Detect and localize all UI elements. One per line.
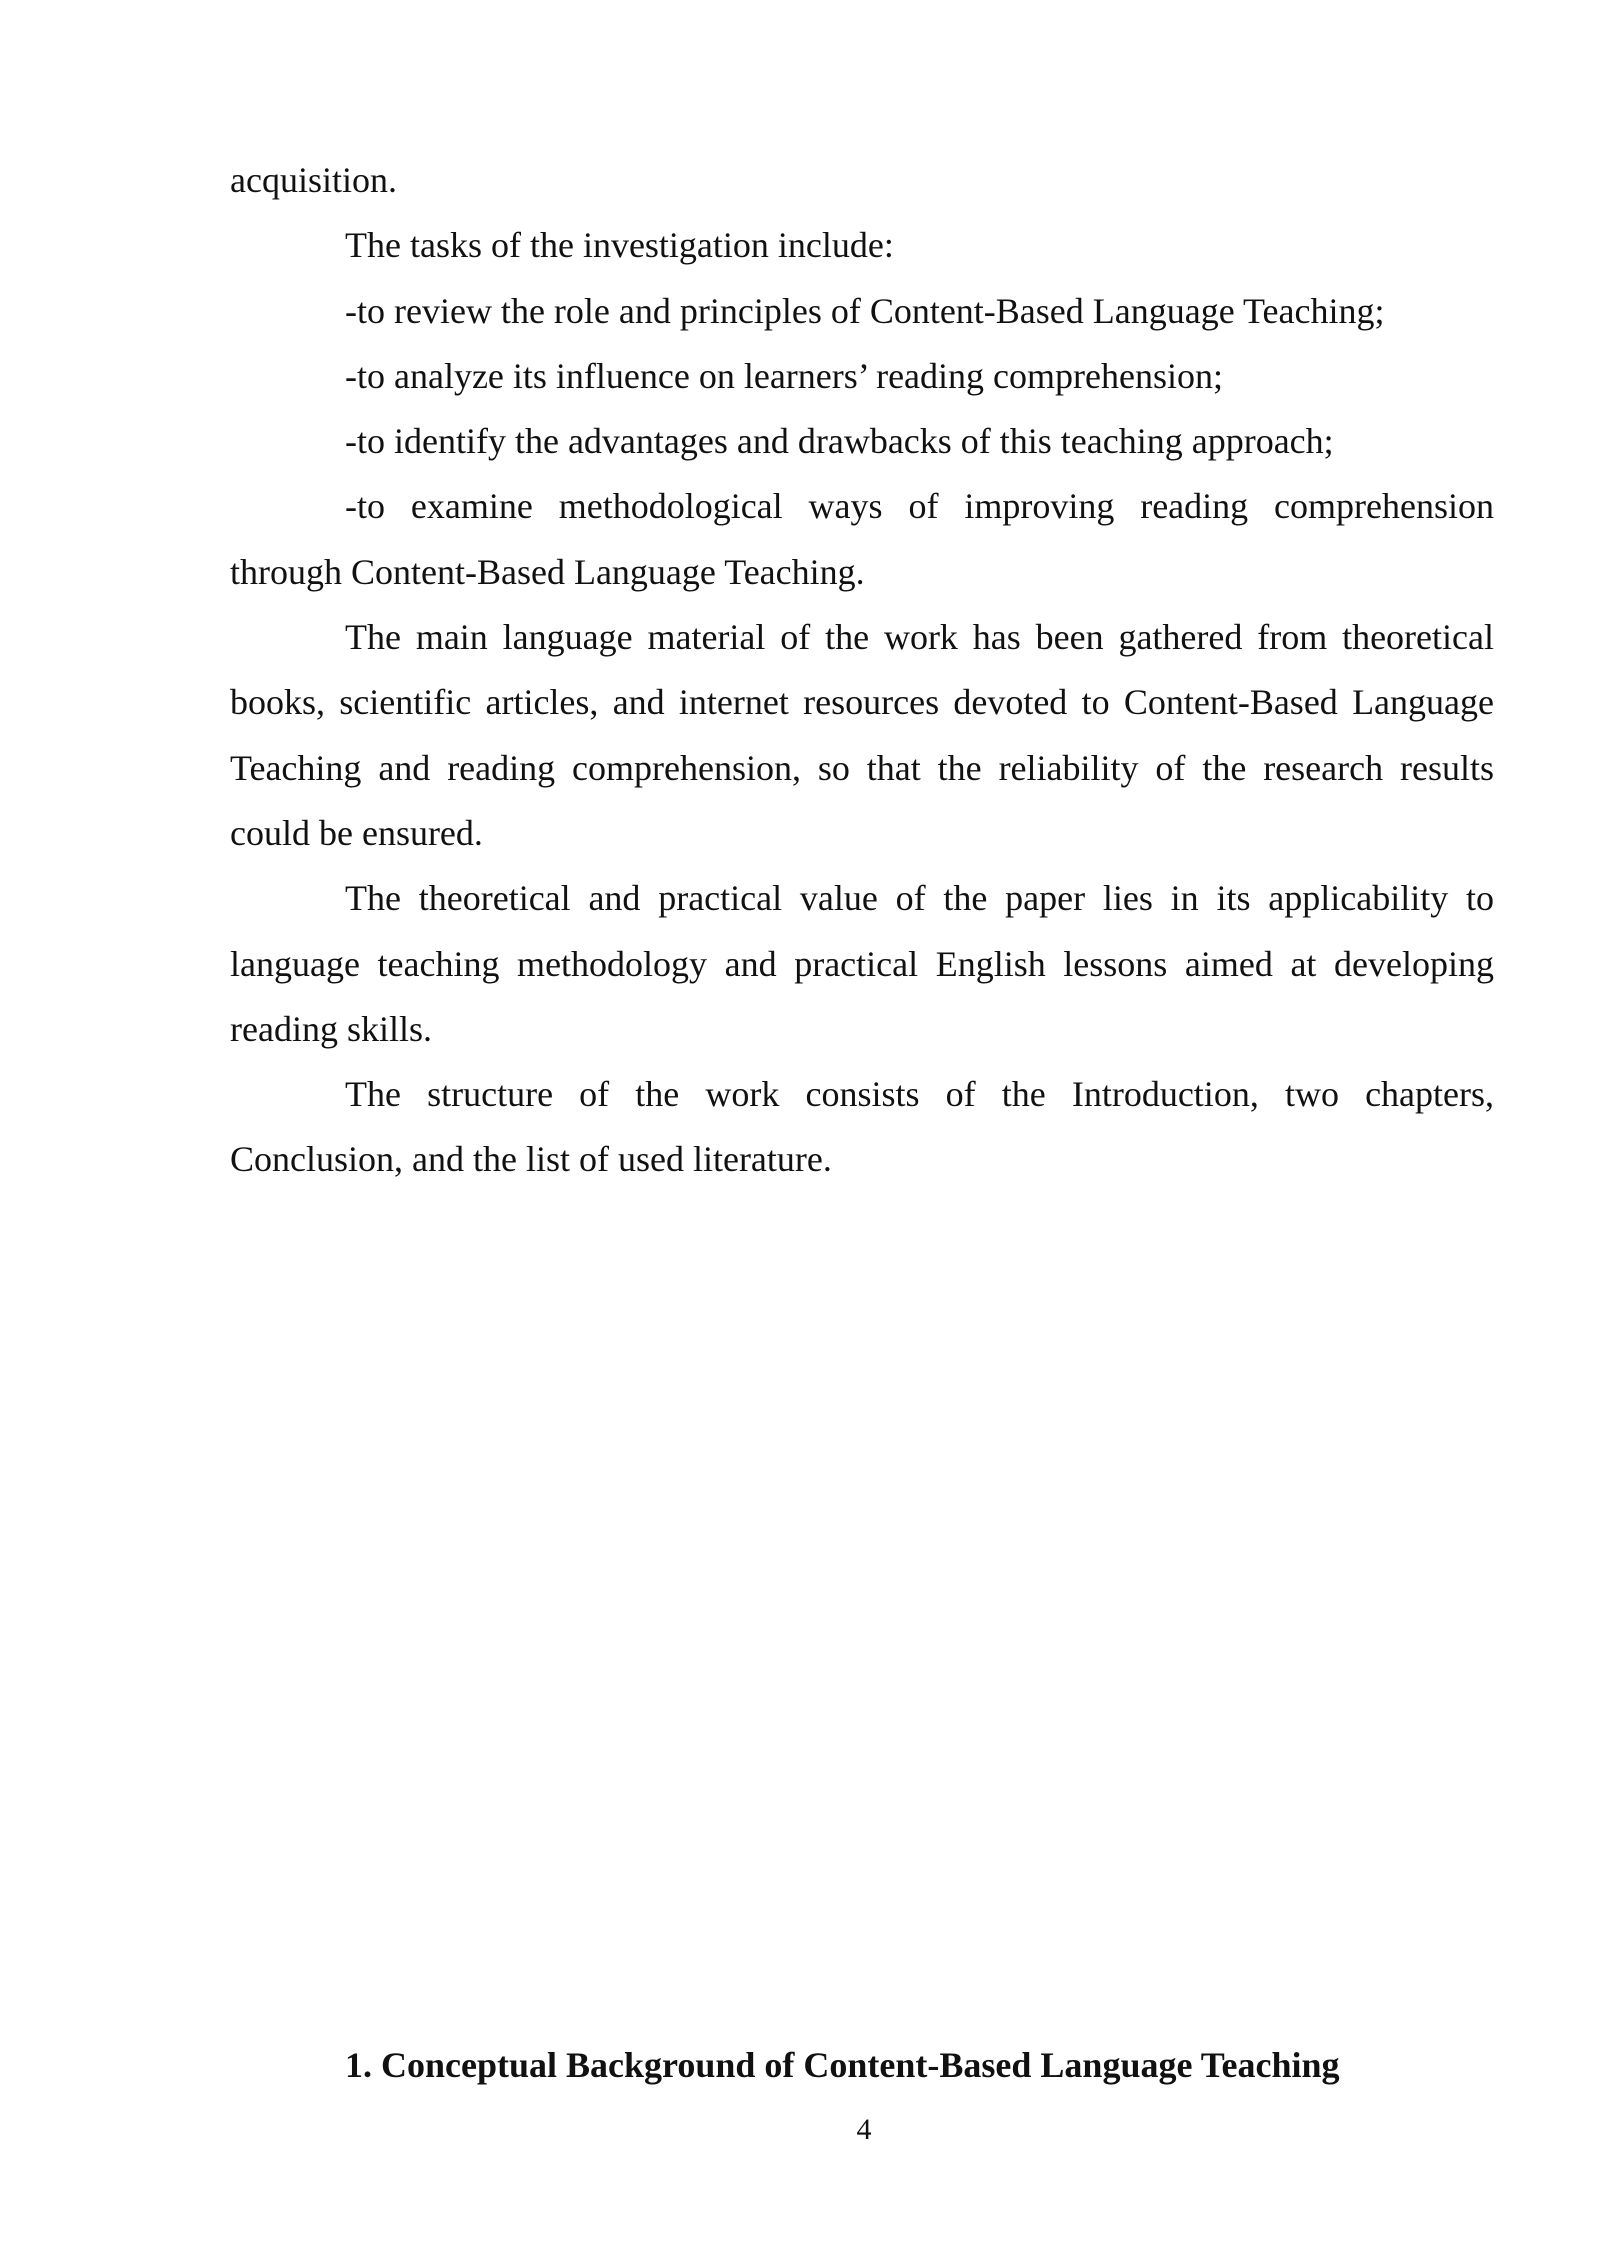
task-item-examine: -to examine methodological ways of improving reading comprehension through Content-Based Language Teaching. xyxy=(230,486,1494,592)
paragraph-value: The theoretical and practical value of the paper lies in its applicability to language teaching methodology and practical English lessons aimed at developing reading skills. xyxy=(230,878,1494,1049)
body-text xyxy=(230,148,1494,1193)
task-item-review: -to review the role and principles of Content-Based Language Teaching; xyxy=(345,290,1385,331)
paragraph-material: The main language material of the work has been gathered from theoretical books, scientific articles, and internet resources devoted to Content-Based Language Teaching and reading comprehension, so that the reliability of the research results could be ensured. xyxy=(230,617,1494,853)
task-item-identify: -to identify the advantages and drawbacks of this teaching approach; xyxy=(345,421,1334,462)
paragraph-structure: The structure of the work consists of the Introduction, two chapters, Conclusion, and the list of used literature. xyxy=(230,1074,1494,1180)
paragraph-tasks-intro: The tasks of the investigation include: xyxy=(345,225,894,266)
task-item-analyze: -to analyze its influence on learners’ reading comprehension; xyxy=(345,355,1223,396)
paragraph-continuation: acquisition. xyxy=(230,160,397,200)
page-number: 4 xyxy=(856,2113,872,2146)
section-heading: 1. Conceptual Background of Content-Based Language Teaching xyxy=(345,2045,1340,2085)
